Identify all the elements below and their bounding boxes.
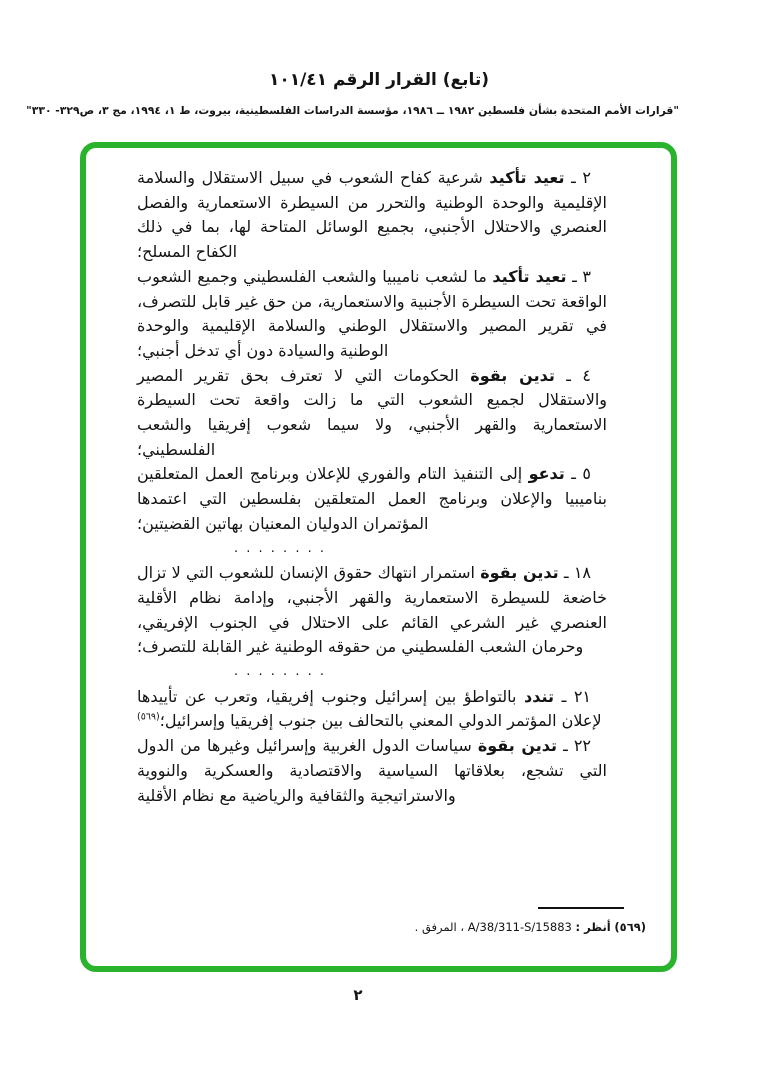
paragraph-text: بالتواطؤ بين إسرائيل وجنوب إفريقيا، وتعرب عن تأييدها لإعلان المؤتمر الدولي المعني بالتحالف بين جنوب إفريقيا وإسرائيل؛ (137, 686, 602, 731)
footnote-separator (538, 907, 624, 909)
footnote (226, 920, 646, 934)
footnote-suffix: ، المرفق . (414, 920, 465, 934)
paragraph-text: شرعية كفاح الشعوب في سبيل الاستقلال والسلامة الإقليمية والوحدة الوطنية والتحرر من السيطرة الاستعمارية والفصل العنصري والاحتلال الأجنبي، بجميع الوسائل المتاحة لها، بما في ذلك الكفاح المسلح؛ (137, 168, 607, 262)
paragraph-lead: تندد (524, 686, 555, 706)
footnote-area (226, 901, 646, 934)
page-number: ٢ (353, 986, 363, 1004)
ellipsis-separator: . . . . . . . . (234, 664, 326, 680)
paragraph-text: الحكومات التي لا تعترف بحق تقرير المصير والاستقلال لجميع الشعوب التي ما زالت واقعة تحت السيطرة الاستعمارية والقهر الأجنبي، ولا سيما شعوب إفريقيا والشعب الفلسطيني؛ (137, 365, 607, 459)
paragraph-number: ٣ ـ (566, 266, 591, 286)
footnote-marker: (٥٦٩) (614, 920, 646, 934)
resolution-paragraph (137, 166, 607, 265)
resolution-paragraph (137, 364, 607, 463)
paragraph-lead: تدين بقوة (470, 365, 555, 385)
footnote-ref-superscript: (٥٦٩) (137, 712, 160, 724)
footnote-reference: A/38/311-S/15883 (467, 920, 572, 934)
paragraph-text: استمرار انتهاك حقوق الإنسان للشعوب التي لا تزال خاضعة للسيطرة الاستعمارية والقهر الأجنبي، وإدامة نظام الأقلية العنصري غير الشرعي القائم على الاحتلال في الجنوب الإفريقي، وحرمان الشعب الفلسطيني من حقوقه الوطنية غير القابلة للتصرف؛ (137, 563, 607, 657)
paragraph-text: إلى التنفيذ التام والفوري للإعلان وبرنامج العمل المتعلقين بناميبيا والإعلان وبرنامج العمل المتعلقين بفلسطين التي اعتمدها المؤتمران الدوليان المعنيان بهاتين القضيتين؛ (137, 464, 607, 533)
paragraph-number: ٢ ـ (564, 168, 591, 187)
paragraph-number: ٥ ـ (564, 464, 591, 484)
paragraph-number: ١٨ ـ (558, 563, 591, 583)
footnote-label: أنظر : (575, 920, 611, 934)
paragraph-text: سياسات الدول الغربية وإسرائيل وغيرها من الدول التي تشجع، بعلاقاتها السياسية والاقتصادية والعسكرية والنووية والاستراتيجية والثقافية والرياضية مع نظام الأقلية (137, 736, 607, 805)
resolution-paragraph (137, 685, 607, 734)
paragraph-number: ٢١ ـ (554, 686, 592, 706)
resolution-paragraph (137, 734, 607, 808)
resolution-text-block (137, 166, 607, 808)
paragraph-number: ٢٢ ـ (557, 736, 592, 756)
paragraph-lead: تدعو (528, 464, 565, 484)
paragraph-number: ٤ ـ (554, 365, 592, 385)
resolution-paragraph (137, 561, 607, 660)
source-citation: "قرارات الأمم المتحدة بشأن فلسطين ١٩٨٢ ــ ١٩٨٦، مؤسسة الدراسات الفلسطينية، بيروت، ط ١، ١٩٩٤، مج ٣، ص٣٢٩- ٣٣٠" (26, 104, 679, 117)
ellipsis-separator: . . . . . . . . (234, 540, 326, 556)
resolution-title: (تابع) القرار الرقم ١٠١/٤١ (268, 70, 490, 90)
paragraph-lead: تدين بقوة (480, 563, 559, 583)
resolution-paragraph (137, 265, 607, 364)
paragraph-lead: تعيد تأكيد (492, 266, 567, 286)
paragraph-lead: تعيد تأكيد (489, 168, 565, 187)
resolution-paragraph (137, 462, 607, 536)
paragraph-text: ما لشعب ناميبيا والشعب الفلسطيني وجميع الشعوب الواقعة تحت السيطرة الأجنبية والاستعمارية، من حق غير قابل للتصرف، في تقرير المصير والاستقلال الوطني والسلامة الإقليمية والوحدة الوطنية والسيادة دون أي تدخل أجنبي؛ (137, 266, 607, 360)
paragraph-lead: تدين بقوة (477, 736, 558, 756)
